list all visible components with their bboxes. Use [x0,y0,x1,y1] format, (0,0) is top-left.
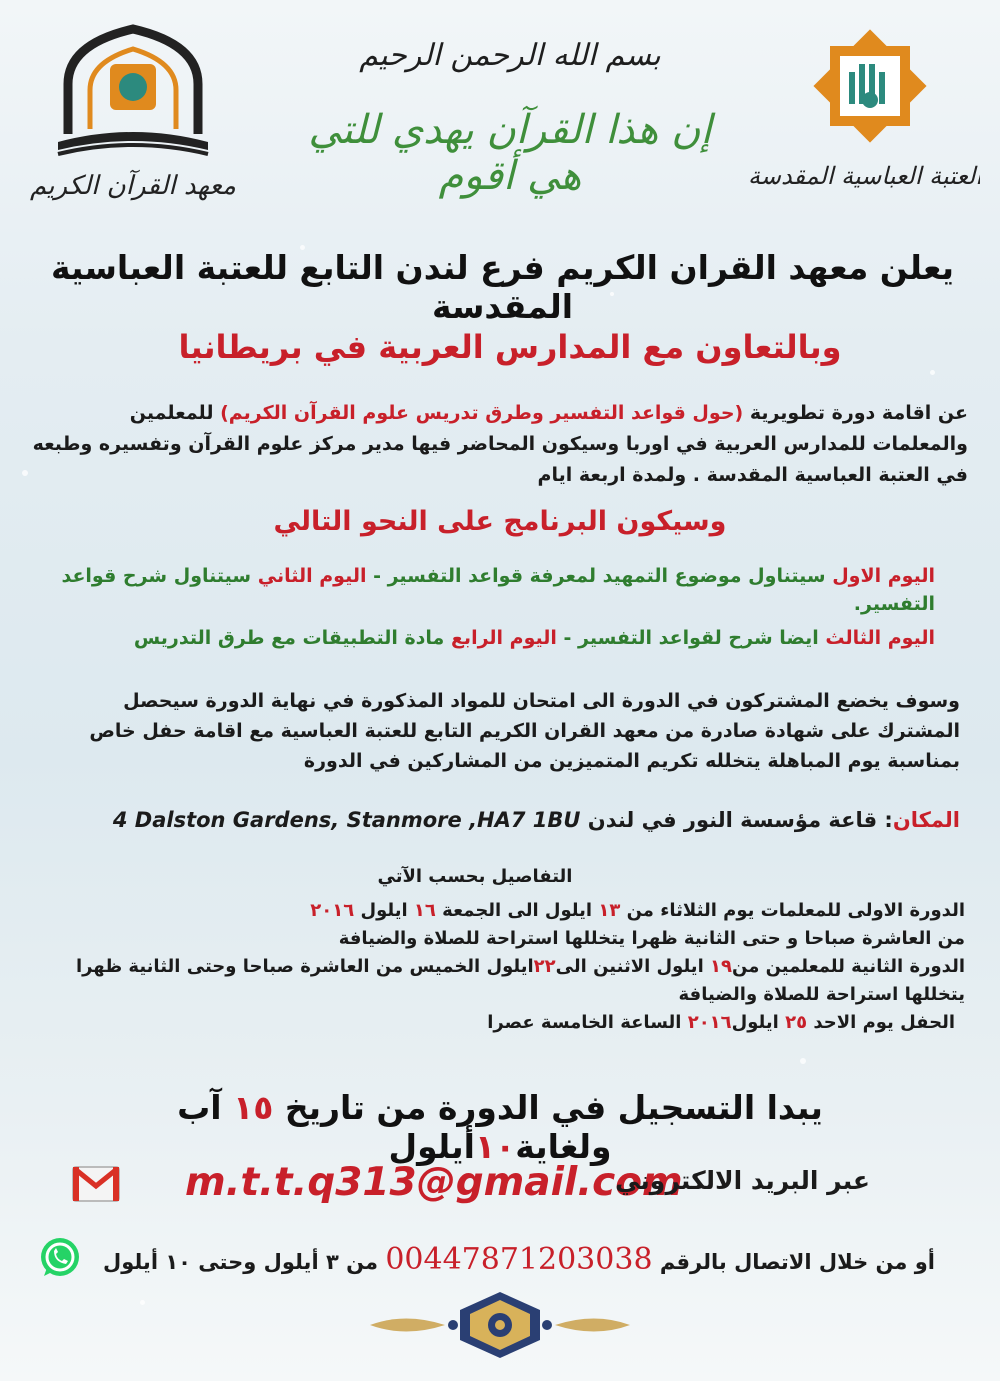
registration-text: آب ولغاية [177,1088,612,1166]
ornament-icon [365,1290,635,1360]
phone-text: من [338,1250,386,1274]
details-line-3 [30,953,965,1009]
registration-dates [60,1088,940,1166]
whatsapp-icon [38,1236,82,1280]
details-text: ايلول الخميس من العاشرة صباحا وحتى الثانية ظهرا يتخللها استراحة للصلاة والضيافة [75,956,965,1005]
phone-text: أيلول [102,1250,166,1274]
intro-text-2: للمعلمين والمعلمات للمدارس العربية في اوربا وسيكون المحاضر فيها مدير مركز علوم القرآن وتفسيره وطبعه في العتبة العباسية المقدسة . ولمدة اربعة ايام [32,402,968,486]
email-row [60,1160,940,1210]
left-logo-text: معهد القرآن الكريم [30,171,236,201]
right-logo-text: العتبة العباسية المقدسة [750,162,980,190]
quran-verse: إن هذا القرآن يهدي للتي هي أقوم [308,107,712,199]
date-number: ٣ [325,1250,339,1274]
day1-label: اليوم الاول [832,565,935,587]
exam-paragraph: وسوف يخضع المشتركون في الدورة الى امتحان للمواد المذكورة في نهاية الدورة سيحصل المشترك على شهادة صادرة من معهد القران الكريم التابع للعتبة العباسية مع اقامة حفل خاص بمناسبة يوم المباهلة يتخلله تكريم المتميزين من المشاركين في الدورة [89,690,960,772]
snow-dot [800,1058,806,1064]
bottom-ornament [365,1290,635,1360]
details-text: ايلول [354,900,414,921]
abbas-shrine-logo [750,24,980,214]
email-label: عبر البريد الالكتروني [615,1166,870,1195]
date-number: ٢٢ [533,956,556,977]
intro-paragraph [28,398,968,491]
day2-label: اليوم الثاني [257,565,367,587]
phone-line [103,1242,935,1277]
details-text: الساعة الخامسة عصرا [487,1012,688,1033]
day4-text: مادة التطبيقات مع طرق التدريس [133,627,451,649]
details-text: ايلول الاثنين الى [555,956,711,977]
day2-text: سيتناول شرح قواعد التفسير. [61,565,935,615]
details-text: الحفل يوم الاحد [807,1012,955,1033]
phone-number[interactable]: 00447871203038 [385,1242,653,1277]
date-number: ٢٥ [785,1012,808,1033]
location-label: المكان [892,808,960,832]
details-line-4 [30,1009,965,1037]
day4-label: اليوم الرابع [450,627,557,649]
location-address: 4 Dalston Gardens, Stanmore ,HA7 1BU [112,808,581,832]
date-number: ١٦ [413,900,436,921]
details-line-1 [30,897,965,925]
registration-text: أيلول [388,1127,475,1166]
date-number: ١٥ [233,1088,274,1127]
date-number: ١٩ [710,956,732,977]
date-number: ١٠ [474,1127,516,1166]
headline: يعلن معهد القران الكريم فرع لندن التابع للعتبة العباسية المقدسة [51,248,954,326]
program-days-1-2 [60,562,935,618]
mosque-dome-icon [28,24,238,214]
registration-text: يبدا التسجيل في الدورة من تاريخ [273,1088,823,1127]
subheadline: وبالتعاون مع المدارس العربية في بريطانيا [178,328,842,366]
details-body [30,897,965,1037]
gmail-icon [72,1164,120,1202]
snow-dot [140,1300,145,1305]
details-line-2: من العاشرة صباحا و حتى الثانية ظهرا يتخللها استراحة للصلاة والضيافة [338,928,965,949]
details-text: الدورة الثانية للمعلمين من [732,956,965,977]
email-address-link[interactable]: m.t.t.q313@gmail.com [185,1160,683,1205]
program-title: وسيكون البرنامج على النحو التالي [273,506,727,537]
course-topic: (حول قواعد التفسير وطرق تدريس علوم القرآن الكريم) [220,402,744,424]
date-number: ١٣ [598,900,621,921]
bismillah: بسم الله الرحمن الرحيم [359,38,661,73]
year-number: ٢٠١٦ [310,900,355,921]
details-text: ايلول [731,1012,786,1033]
details-title: التفاصيل بحسب الآتي [377,866,573,887]
phone-row [30,1232,970,1282]
header-calligraphy [300,18,720,218]
phone-text: أيلول وحتى [190,1250,326,1274]
details-text: الدورة الاولى للمعلمات يوم الثلاثاء من [620,900,965,921]
location-line [35,808,960,832]
program-days-3-4 [60,624,935,652]
details-text: ايلول الى الجمعة [435,900,599,921]
date-number: ١٠ [165,1250,191,1274]
day3-label: اليوم الثالث [825,627,935,649]
year-number: ٢٠١٦ [687,1012,732,1033]
phone-text: أو من خلال الاتصال بالرقم [652,1250,935,1274]
day1-text: سيتناول موضوع التمهيد لمعرفة قواعد التفسير - [366,565,833,587]
location-value: : قاعة مؤسسة النور في لندن [580,808,893,832]
intro-text: عن اقامة دورة تطويرية [743,402,968,424]
quran-institute-logo [28,24,238,214]
shrine-emblem-icon [750,24,980,214]
snow-dot [930,370,935,375]
day3-text: ايضا شرح لقواعد التفسير - [556,627,826,649]
